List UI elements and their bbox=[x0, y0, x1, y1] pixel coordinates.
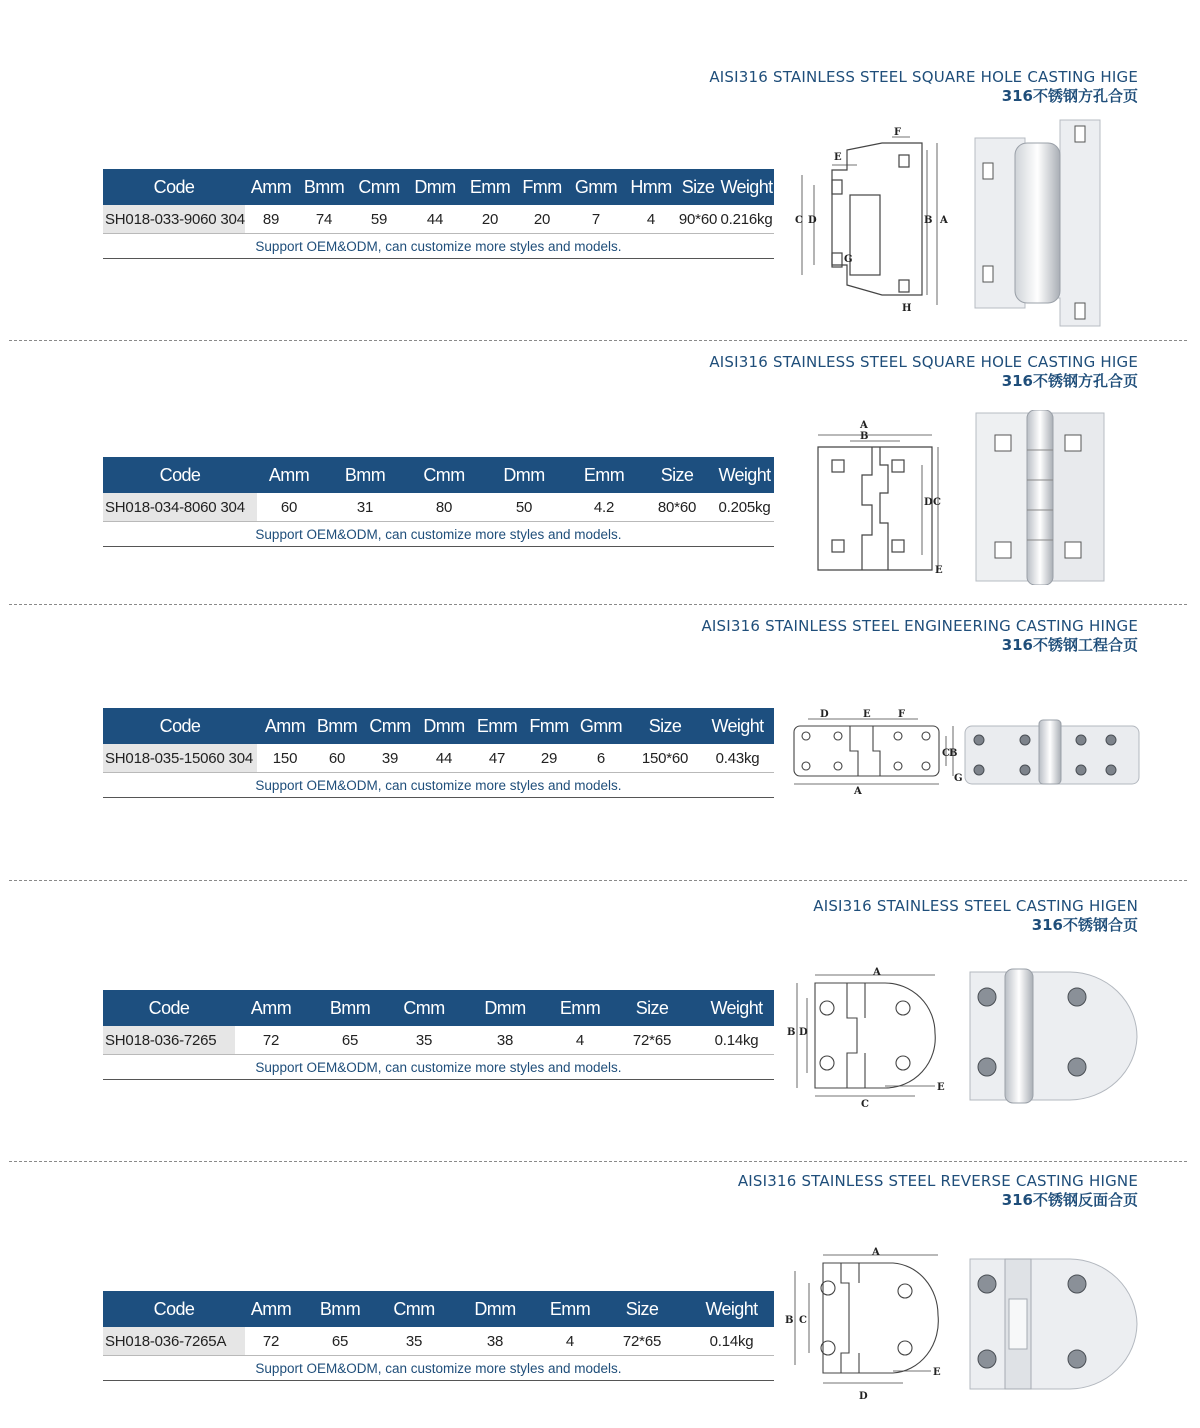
table-row bbox=[103, 1327, 774, 1356]
col-header: Code bbox=[103, 169, 245, 205]
title-cn: 316不锈钢合页 bbox=[1031, 916, 1138, 934]
col-header: Emm bbox=[545, 1291, 595, 1327]
table-cell: 47 bbox=[469, 744, 525, 773]
dim-label: A bbox=[860, 420, 868, 431]
technical-drawing-4 bbox=[785, 963, 950, 1113]
table-cell: 39 bbox=[361, 744, 419, 773]
col-header: Amm bbox=[245, 1291, 297, 1327]
table-cell: 4 bbox=[555, 1026, 605, 1055]
product-code: SH018-036-7265A bbox=[103, 1327, 245, 1356]
col-header: Cmm bbox=[351, 169, 407, 205]
table-cell: 7 bbox=[567, 205, 625, 234]
table-cell: 44 bbox=[407, 205, 463, 234]
hinge-photo-1 bbox=[970, 118, 1105, 328]
product-code: SH018-033-9060 304 bbox=[103, 205, 245, 234]
table-cell: 80*60 bbox=[639, 493, 715, 522]
dim-label: G bbox=[954, 773, 963, 784]
hinge-photo-5 bbox=[965, 1254, 1140, 1394]
dim-label: E bbox=[935, 565, 943, 576]
table-cell: 6 bbox=[573, 744, 629, 773]
section-divider bbox=[9, 880, 1187, 881]
table-cell: 0.216kg bbox=[719, 205, 774, 234]
title-en: AISI316 STAINLESS STEEL SQUARE HOLE CASTING HIGE bbox=[709, 68, 1138, 86]
table-cell: 0.14kg bbox=[699, 1026, 774, 1055]
section-4-title bbox=[813, 897, 1138, 935]
hinge-photo-2 bbox=[973, 410, 1108, 585]
dim-label: B bbox=[787, 1027, 796, 1038]
col-header: Amm bbox=[235, 990, 307, 1026]
dim-label: B bbox=[785, 1315, 794, 1326]
col-header: Emm bbox=[569, 457, 639, 493]
col-header: Weight bbox=[715, 457, 774, 493]
spec-table-3 bbox=[103, 708, 774, 798]
dim-label: E bbox=[933, 1367, 941, 1378]
dim-label: C bbox=[933, 497, 941, 508]
col-header: Emm bbox=[463, 169, 517, 205]
col-header: Size bbox=[605, 990, 699, 1026]
table-cell: 60 bbox=[313, 744, 361, 773]
col-header: Code bbox=[103, 457, 257, 493]
dim-label: C bbox=[942, 748, 950, 759]
dim-label: A bbox=[872, 1247, 880, 1258]
table-cell: 59 bbox=[351, 205, 407, 234]
table-cell: 44 bbox=[419, 744, 469, 773]
col-header: Dmm bbox=[407, 169, 463, 205]
dim-label: C bbox=[861, 1099, 869, 1110]
col-header: Gmm bbox=[567, 169, 625, 205]
table-cell: 35 bbox=[383, 1327, 445, 1356]
table-cell: 72*65 bbox=[605, 1026, 699, 1055]
col-header: Bmm bbox=[297, 1291, 383, 1327]
section-1-title bbox=[709, 68, 1138, 106]
table-header-row bbox=[103, 457, 774, 493]
table-cell: 0.43kg bbox=[701, 744, 774, 773]
col-header: Weight bbox=[689, 1291, 774, 1327]
col-header: Dmm bbox=[455, 990, 555, 1026]
dim-label: A bbox=[854, 786, 862, 796]
table-header-row bbox=[103, 169, 774, 205]
dim-label: E bbox=[937, 1082, 945, 1093]
col-header: Dmm bbox=[479, 457, 569, 493]
dim-label: D bbox=[820, 709, 829, 720]
table-cell: 65 bbox=[307, 1026, 393, 1055]
title-en: AISI316 STAINLESS STEEL CASTING HIGEN bbox=[813, 897, 1138, 915]
spec-table-1 bbox=[103, 169, 774, 259]
table-cell: 35 bbox=[393, 1026, 455, 1055]
table-cell: 72 bbox=[235, 1026, 307, 1055]
dim-label: A bbox=[940, 215, 948, 226]
table-cell: 60 bbox=[257, 493, 321, 522]
col-header: Dmm bbox=[419, 708, 469, 744]
table-row bbox=[103, 493, 774, 522]
dim-label: D bbox=[924, 497, 933, 508]
table-header-row bbox=[103, 1291, 774, 1327]
col-header: Emm bbox=[555, 990, 605, 1026]
table-cell: 150 bbox=[257, 744, 313, 773]
table-cell: 4.2 bbox=[569, 493, 639, 522]
section-3-title bbox=[701, 617, 1138, 655]
dim-label: C bbox=[799, 1315, 807, 1326]
col-header: Cmm bbox=[383, 1291, 445, 1327]
hinge-photo-3 bbox=[963, 718, 1141, 788]
table-cell: 80 bbox=[409, 493, 479, 522]
dim-label: A bbox=[873, 967, 881, 978]
col-header: Cmm bbox=[393, 990, 455, 1026]
product-code: SH018-034-8060 304 bbox=[103, 493, 257, 522]
table-cell: 38 bbox=[445, 1327, 545, 1356]
col-header: Gmm bbox=[573, 708, 629, 744]
table-cell: 150*60 bbox=[629, 744, 701, 773]
table-cell: 29 bbox=[525, 744, 573, 773]
technical-drawing-2 bbox=[810, 415, 950, 580]
table-cell: 0.205kg bbox=[715, 493, 774, 522]
table-row bbox=[103, 744, 774, 773]
col-header: Bmm bbox=[313, 708, 361, 744]
title-en: AISI316 STAINLESS STEEL SQUARE HOLE CASTING HIGE bbox=[709, 353, 1138, 371]
title-cn: 316不锈钢工程合页 bbox=[1001, 636, 1138, 654]
table-header-row bbox=[103, 990, 774, 1026]
table-cell: 4 bbox=[625, 205, 677, 234]
col-header: Hmm bbox=[625, 169, 677, 205]
col-header: Amm bbox=[245, 169, 297, 205]
table-cell: 72*65 bbox=[595, 1327, 689, 1356]
col-header: Code bbox=[103, 1291, 245, 1327]
product-code: SH018-036-7265 bbox=[103, 1026, 235, 1055]
col-header: Weight bbox=[719, 169, 774, 205]
col-header: Code bbox=[103, 708, 257, 744]
col-header: Bmm bbox=[307, 990, 393, 1026]
col-header: Weight bbox=[699, 990, 774, 1026]
section-2-title bbox=[709, 353, 1138, 391]
title-cn: 316不锈钢方孔合页 bbox=[1001, 372, 1138, 390]
dim-label: B bbox=[860, 431, 869, 442]
col-header: Amm bbox=[257, 457, 321, 493]
dim-label: D bbox=[859, 1391, 868, 1402]
dim-label: F bbox=[898, 709, 906, 720]
title-cn: 316不锈钢方孔合页 bbox=[1001, 87, 1138, 105]
col-header: Size bbox=[677, 169, 719, 205]
spec-table-4 bbox=[103, 990, 774, 1080]
col-header: Bmm bbox=[297, 169, 351, 205]
table-cell: 50 bbox=[479, 493, 569, 522]
table-row bbox=[103, 1026, 774, 1055]
col-header: Bmm bbox=[321, 457, 409, 493]
table-cell: 89 bbox=[245, 205, 297, 234]
technical-drawing-1 bbox=[792, 125, 952, 315]
col-header: Weight bbox=[701, 708, 774, 744]
table-header-row bbox=[103, 708, 774, 744]
dim-label: B bbox=[949, 748, 958, 759]
col-header: Size bbox=[595, 1291, 689, 1327]
dim-label: H bbox=[902, 303, 912, 314]
section-divider bbox=[9, 340, 1187, 341]
section-divider bbox=[9, 604, 1187, 605]
col-header: Fmm bbox=[525, 708, 573, 744]
table-cell: 20 bbox=[463, 205, 517, 234]
table-cell: 90*60 bbox=[677, 205, 719, 234]
table-cell: 4 bbox=[545, 1327, 595, 1356]
col-header: Fmm bbox=[517, 169, 567, 205]
table-cell: 65 bbox=[297, 1327, 383, 1356]
col-header: Code bbox=[103, 990, 235, 1026]
oem-note: Support OEM&ODM, can customize more styles and models. bbox=[103, 773, 774, 798]
title-en: AISI316 STAINLESS STEEL ENGINEERING CASTING HINGE bbox=[701, 617, 1138, 635]
title-cn: 316不锈钢反面合页 bbox=[1001, 1191, 1138, 1209]
technical-drawing-3 bbox=[788, 706, 963, 796]
spec-table-2 bbox=[103, 457, 774, 547]
spec-table-5 bbox=[103, 1291, 774, 1381]
dim-label: D bbox=[808, 215, 817, 226]
col-header: Amm bbox=[257, 708, 313, 744]
table-row bbox=[103, 205, 774, 234]
technical-drawing-5 bbox=[783, 1243, 948, 1403]
table-cell: 20 bbox=[517, 205, 567, 234]
oem-note: Support OEM&ODM, can customize more styles and models. bbox=[103, 234, 774, 259]
dim-label: F bbox=[894, 127, 902, 138]
table-cell: 74 bbox=[297, 205, 351, 234]
table-cell: 31 bbox=[321, 493, 409, 522]
dim-label: E bbox=[863, 709, 871, 720]
table-cell: 72 bbox=[245, 1327, 297, 1356]
section-5-title bbox=[738, 1172, 1138, 1210]
oem-note: Support OEM&ODM, can customize more styles and models. bbox=[103, 522, 774, 547]
dim-label: G bbox=[844, 254, 853, 265]
col-header: Size bbox=[629, 708, 701, 744]
col-header: Dmm bbox=[445, 1291, 545, 1327]
title-en: AISI316 STAINLESS STEEL REVERSE CASTING HIGNE bbox=[737, 1172, 1138, 1190]
oem-note: Support OEM&ODM, can customize more styles and models. bbox=[103, 1356, 774, 1381]
hinge-photo-4 bbox=[965, 967, 1140, 1105]
section-divider bbox=[9, 1161, 1187, 1162]
table-cell: 38 bbox=[455, 1026, 555, 1055]
dim-label: E bbox=[834, 152, 842, 163]
col-header: Cmm bbox=[361, 708, 419, 744]
dim-label: D bbox=[799, 1027, 808, 1038]
dim-label: C bbox=[795, 215, 803, 226]
dim-label: B bbox=[924, 215, 933, 226]
col-header: Size bbox=[639, 457, 715, 493]
col-header: Emm bbox=[469, 708, 525, 744]
product-code: SH018-035-15060 304 bbox=[103, 744, 257, 773]
table-cell: 0.14kg bbox=[689, 1327, 774, 1356]
oem-note: Support OEM&ODM, can customize more styles and models. bbox=[103, 1055, 774, 1080]
col-header: Cmm bbox=[409, 457, 479, 493]
